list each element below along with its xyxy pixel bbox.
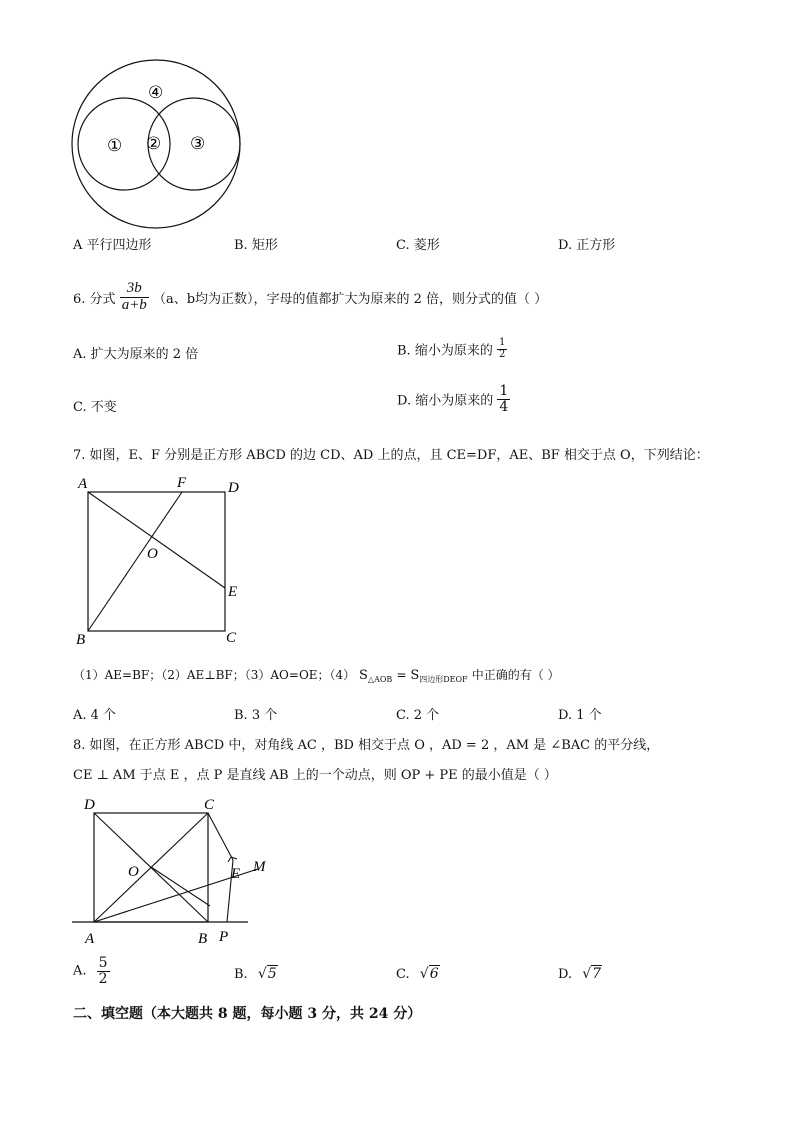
q7-conclusions-1: （1）AE=BF；（2）AE⊥BF；（3）AO=OE；（4） bbox=[73, 668, 356, 682]
q6-option-d-frac bbox=[497, 384, 510, 414]
venn-label-4: ④ bbox=[148, 83, 164, 102]
q8-c-rad: 6 bbox=[429, 966, 439, 982]
q7-figure bbox=[70, 470, 250, 648]
q5-option-b: B. 矩形 bbox=[234, 238, 278, 253]
q6-d-num: 1 bbox=[499, 383, 509, 399]
q7-area-left bbox=[359, 668, 396, 683]
q6-stem-text: （a、b均为正数），字母的值都扩大为原来的 2 倍，则分式的值（ ） bbox=[152, 291, 548, 307]
q8-label-m: M bbox=[253, 859, 266, 875]
q5-option-c: C. 菱形 bbox=[396, 238, 440, 253]
q7-label-b: B bbox=[76, 632, 86, 648]
q7-conclusions bbox=[73, 666, 560, 685]
q8-option-c bbox=[396, 966, 440, 982]
q8-label-c: C bbox=[204, 797, 215, 813]
q7-conclusions-2: 中正确的有（ ） bbox=[471, 668, 560, 682]
q6-fraction bbox=[120, 281, 149, 314]
q8-option-a bbox=[73, 956, 110, 986]
q7-label-a: A bbox=[78, 476, 88, 492]
q6-b-den: 2 bbox=[498, 348, 506, 360]
q7-option-d: D. 1 个 bbox=[558, 708, 602, 723]
q5-option-d: D. 正方形 bbox=[558, 238, 616, 253]
q6-option-b bbox=[397, 338, 507, 360]
q8-label-a: A bbox=[85, 931, 95, 947]
q7-label-d: D bbox=[228, 480, 239, 496]
q8-option-c-sqrt bbox=[420, 966, 440, 982]
venn-label-3: ③ bbox=[190, 134, 206, 153]
q7-area-right bbox=[410, 668, 471, 683]
q7-s-right: S bbox=[410, 668, 420, 683]
q8-d-rad: 7 bbox=[592, 966, 602, 982]
q6-option-c: C. 不变 bbox=[73, 400, 117, 415]
q8-a-den: 2 bbox=[98, 970, 108, 987]
q7-stem: 7. 如图，E、F 分别是正方形 ABCD 的边 CD、AD 上的点，且 CE=DF，AE、BF 相交于点 O，下列结论： bbox=[73, 448, 709, 463]
q6-stem bbox=[73, 281, 547, 314]
q8-option-d bbox=[558, 966, 602, 982]
q8-option-c-prefix: C. bbox=[396, 967, 410, 982]
sqrt-sign: √ bbox=[419, 966, 429, 982]
q6-option-d bbox=[397, 384, 510, 414]
section-2-title: 二、填空题（本大题共 8 题，每小题 3 分，共 24 分） bbox=[73, 1006, 422, 1022]
q8-b-rad: 5 bbox=[267, 966, 277, 982]
q7-label-o: O bbox=[147, 546, 158, 562]
q7-option-b: B. 3 个 bbox=[234, 708, 278, 723]
q6-d-den: 4 bbox=[499, 398, 509, 415]
q8-option-d-prefix: D. bbox=[558, 967, 573, 982]
sqrt-sign: √ bbox=[582, 966, 592, 982]
q7-option-c: C. 2 个 bbox=[396, 708, 440, 723]
q8-a-num: 5 bbox=[98, 955, 108, 971]
q6-option-a: A. 扩大为原来的 2 倍 bbox=[73, 347, 199, 362]
q7-s-right-sub: 四边形DEOF bbox=[419, 675, 468, 684]
q8-option-d-sqrt bbox=[582, 966, 602, 982]
q7-label-c: C bbox=[226, 630, 237, 646]
q5-option-a: A 平行四边形 bbox=[73, 238, 152, 253]
q6-option-b-text: B. 缩小为原来的 bbox=[397, 343, 493, 359]
venn-figure bbox=[70, 58, 245, 230]
q8-option-a-frac bbox=[97, 956, 110, 986]
q7-label-f: F bbox=[177, 475, 187, 491]
q8-label-d: D bbox=[84, 797, 95, 813]
q7-option-a: A. 4 个 bbox=[73, 708, 117, 723]
q6-option-d-text: D. 缩小为原来的 bbox=[397, 393, 494, 409]
q6-b-num: 1 bbox=[498, 337, 506, 348]
q7-s-left: S bbox=[359, 668, 368, 683]
q8-label-e: E bbox=[231, 866, 241, 882]
q7-s-left-sub: △AOB bbox=[367, 675, 393, 684]
venn-label-2: ② bbox=[146, 134, 162, 153]
q8-option-b-sqrt bbox=[258, 966, 278, 982]
venn-label-1: ① bbox=[107, 136, 123, 155]
q8-option-a-prefix: A. bbox=[73, 963, 87, 979]
sqrt-sign: √ bbox=[257, 966, 267, 982]
q8-option-b-prefix: B. bbox=[234, 967, 248, 982]
q8-label-o: O bbox=[128, 864, 139, 880]
q8-stem-line1: 8. 如图，在正方形 ABCD 中，对角线 AC ，BD 相交于点 O ，AD = 2 ，AM 是 ∠BAC 的平分线， bbox=[73, 738, 660, 753]
q7-equals: = bbox=[396, 668, 411, 682]
q6-frac-num: 3b bbox=[120, 281, 149, 298]
q8-label-p: P bbox=[219, 929, 229, 945]
q6-frac-den: a+b bbox=[121, 296, 147, 313]
q8-stem-line2: CE ⊥ AM 于点 E ，点 P 是直线 AB 上的一个动点，则 OP + PE 的最小值是（ ） bbox=[73, 768, 557, 783]
q6-prefix: 6. 分式 bbox=[73, 291, 116, 307]
q6-option-b-frac bbox=[497, 338, 507, 360]
q7-label-e: E bbox=[228, 584, 238, 600]
q8-figure bbox=[70, 794, 280, 949]
q8-label-b: B bbox=[198, 931, 208, 947]
q8-option-b bbox=[234, 966, 278, 982]
